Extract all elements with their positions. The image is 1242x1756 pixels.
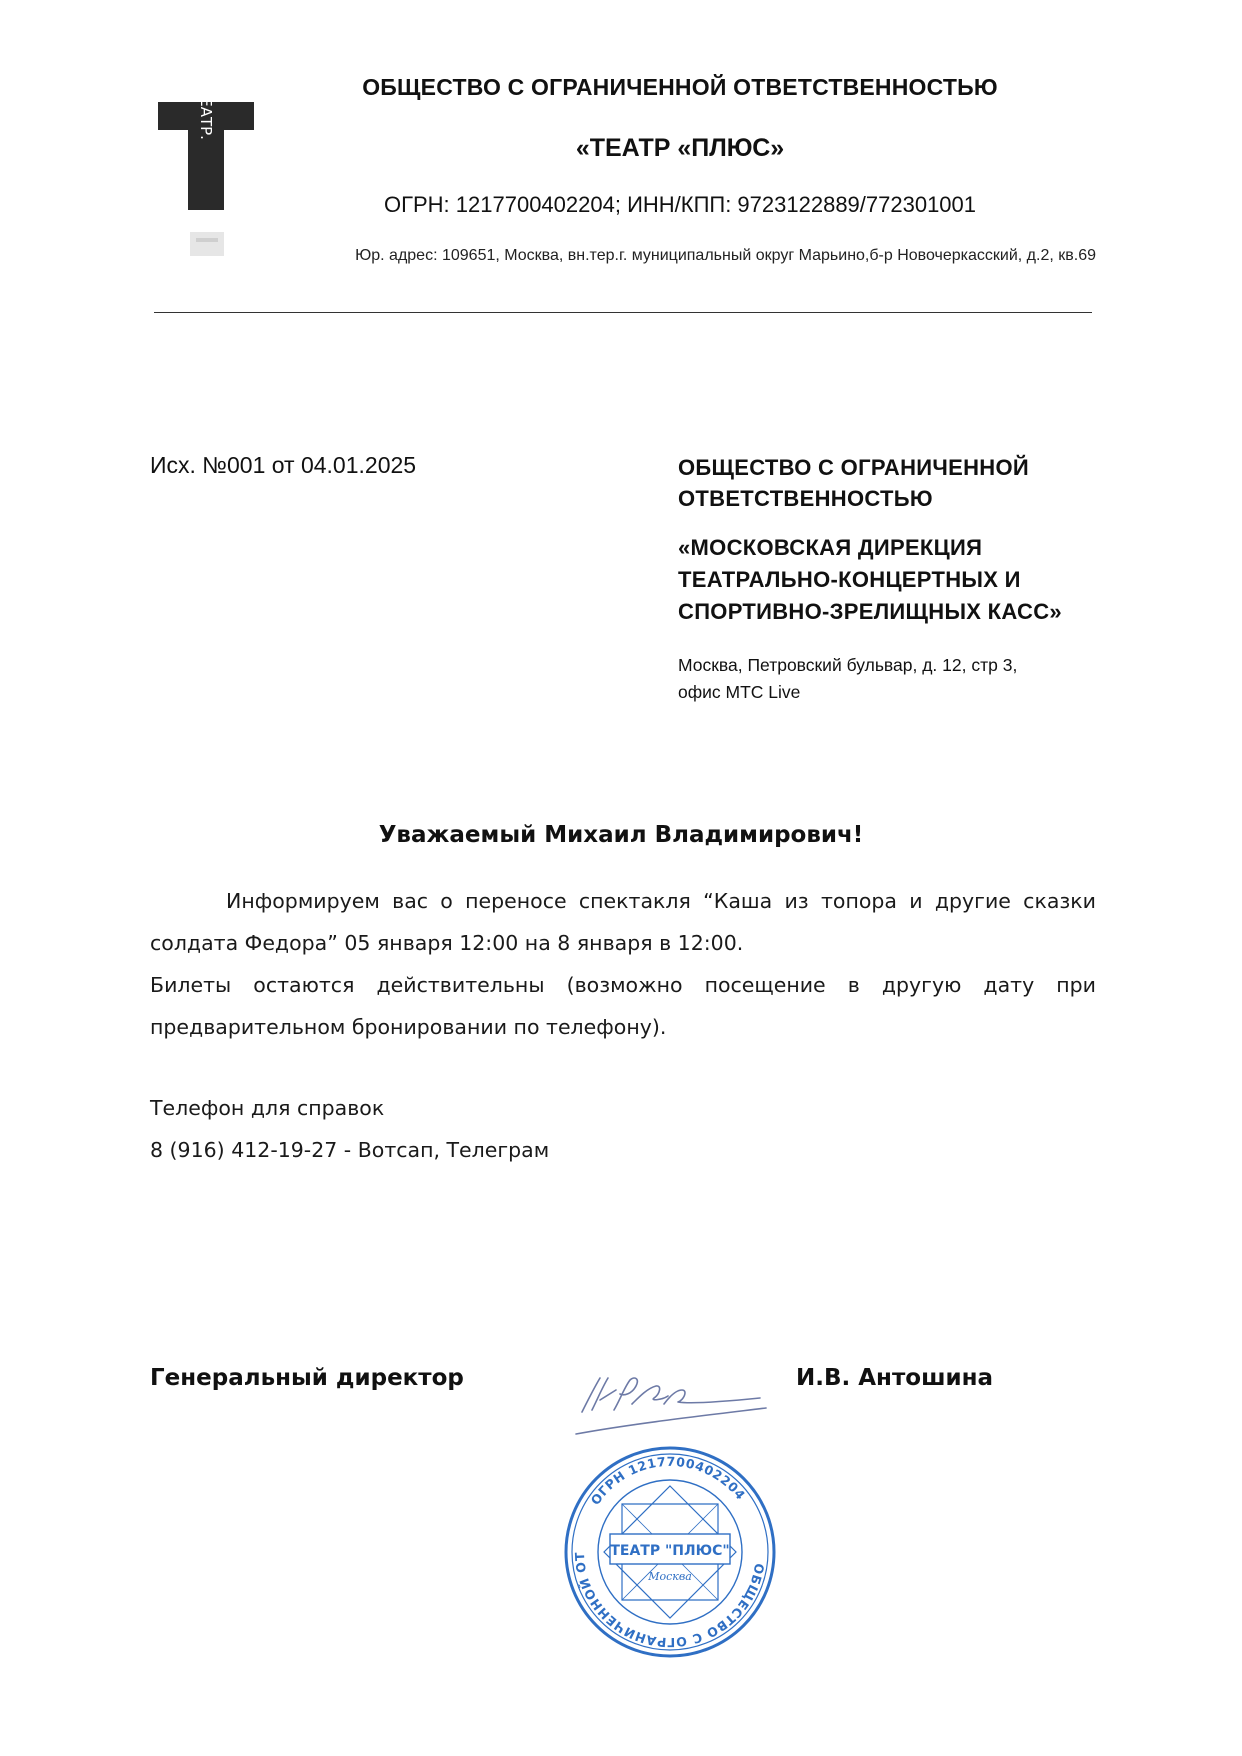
addressee-address-line-2: офис МТС Live: [678, 682, 801, 702]
outgoing-reference: Исх. №001 от 04.01.2025: [150, 452, 417, 478]
letter-body: [150, 880, 1096, 1048]
company-stamp: [560, 1442, 780, 1662]
contact-block: [150, 1087, 549, 1171]
company-registration: ОГРН: 1217700402204; ИНН/КПП: 9723122889/772301001: [383, 192, 977, 217]
company-legal-form: ОБЩЕСТВО С ОГРАНИЧЕННОЙ ОТВЕТСТВЕННОСТЬЮ: [362, 74, 998, 100]
letter-paragraph-1: Информируем вас о переносе спектакля “Каша из топора и другие сказки солдата Федора” 05 января 12:00 на 8 января в 12:00.: [150, 889, 1096, 955]
addressee-name-line-2: ТЕАТРАЛЬНО-КОНЦЕРТНЫХ И: [678, 567, 1021, 592]
signatory-position: Генеральный директор: [150, 1365, 464, 1391]
letter-greeting: Уважаемый Михаил Владимирович!: [378, 822, 864, 848]
addressee-name-line-1: «МОСКОВСКАЯ ДИРЕКЦИЯ: [678, 535, 983, 560]
letter-paragraph-2: Билеты остаются действительны (возможно посещение в другую дату при предварительном бронировании по телефону).: [150, 973, 1096, 1039]
company-legal-address: Юр. адрес: 109651, Москва, вн.тер.г. муниципальный округ Марьино,б-р Новочеркасский, д.2, кв.69: [355, 247, 1096, 264]
header-divider: [154, 312, 1092, 313]
signatory-name: И.В. Антошина: [796, 1365, 994, 1391]
addressee-legal-form: [678, 452, 1098, 514]
theatre-logo: [158, 102, 254, 210]
logo-text: ТЕАТР.: [197, 102, 215, 140]
stamp-ring-text: ОБЩЕСТВО С ОГРАНИЧЕННОЙ ОТ: [571, 1551, 768, 1651]
stamp-center-city: Москва: [648, 1570, 692, 1583]
addressee-address-line-1: Москва, Петровский бульвар, д. 12, стр 3,: [678, 655, 1018, 675]
stamp-ogrn-text: ОГРН 1217700402204: [587, 1453, 749, 1508]
stamp-center-title: ТЕАТР "ПЛЮС": [610, 1543, 730, 1559]
contact-label: Телефон для справок: [150, 1096, 385, 1120]
contact-phone: 8 (916) 412-19-27 - Вотсап, Телеграм: [150, 1138, 550, 1162]
addressee-address: [678, 652, 1108, 706]
addressee-name-line-3: СПОРТИВНО-ЗРЕЛИЩНЫХ КАСС»: [678, 599, 1062, 624]
addressee-legal-form-line-2: ОТВЕТСТВЕННОСТЬЮ: [678, 486, 933, 511]
handwritten-signature: [570, 1360, 770, 1440]
addressee-legal-form-line-1: ОБЩЕСТВО С ОГРАНИЧЕННОЙ: [678, 455, 1030, 480]
logo-reflection: [190, 232, 224, 256]
company-name: «ТЕАТР «ПЛЮС»: [575, 134, 785, 162]
addressee-name: [678, 532, 1108, 628]
